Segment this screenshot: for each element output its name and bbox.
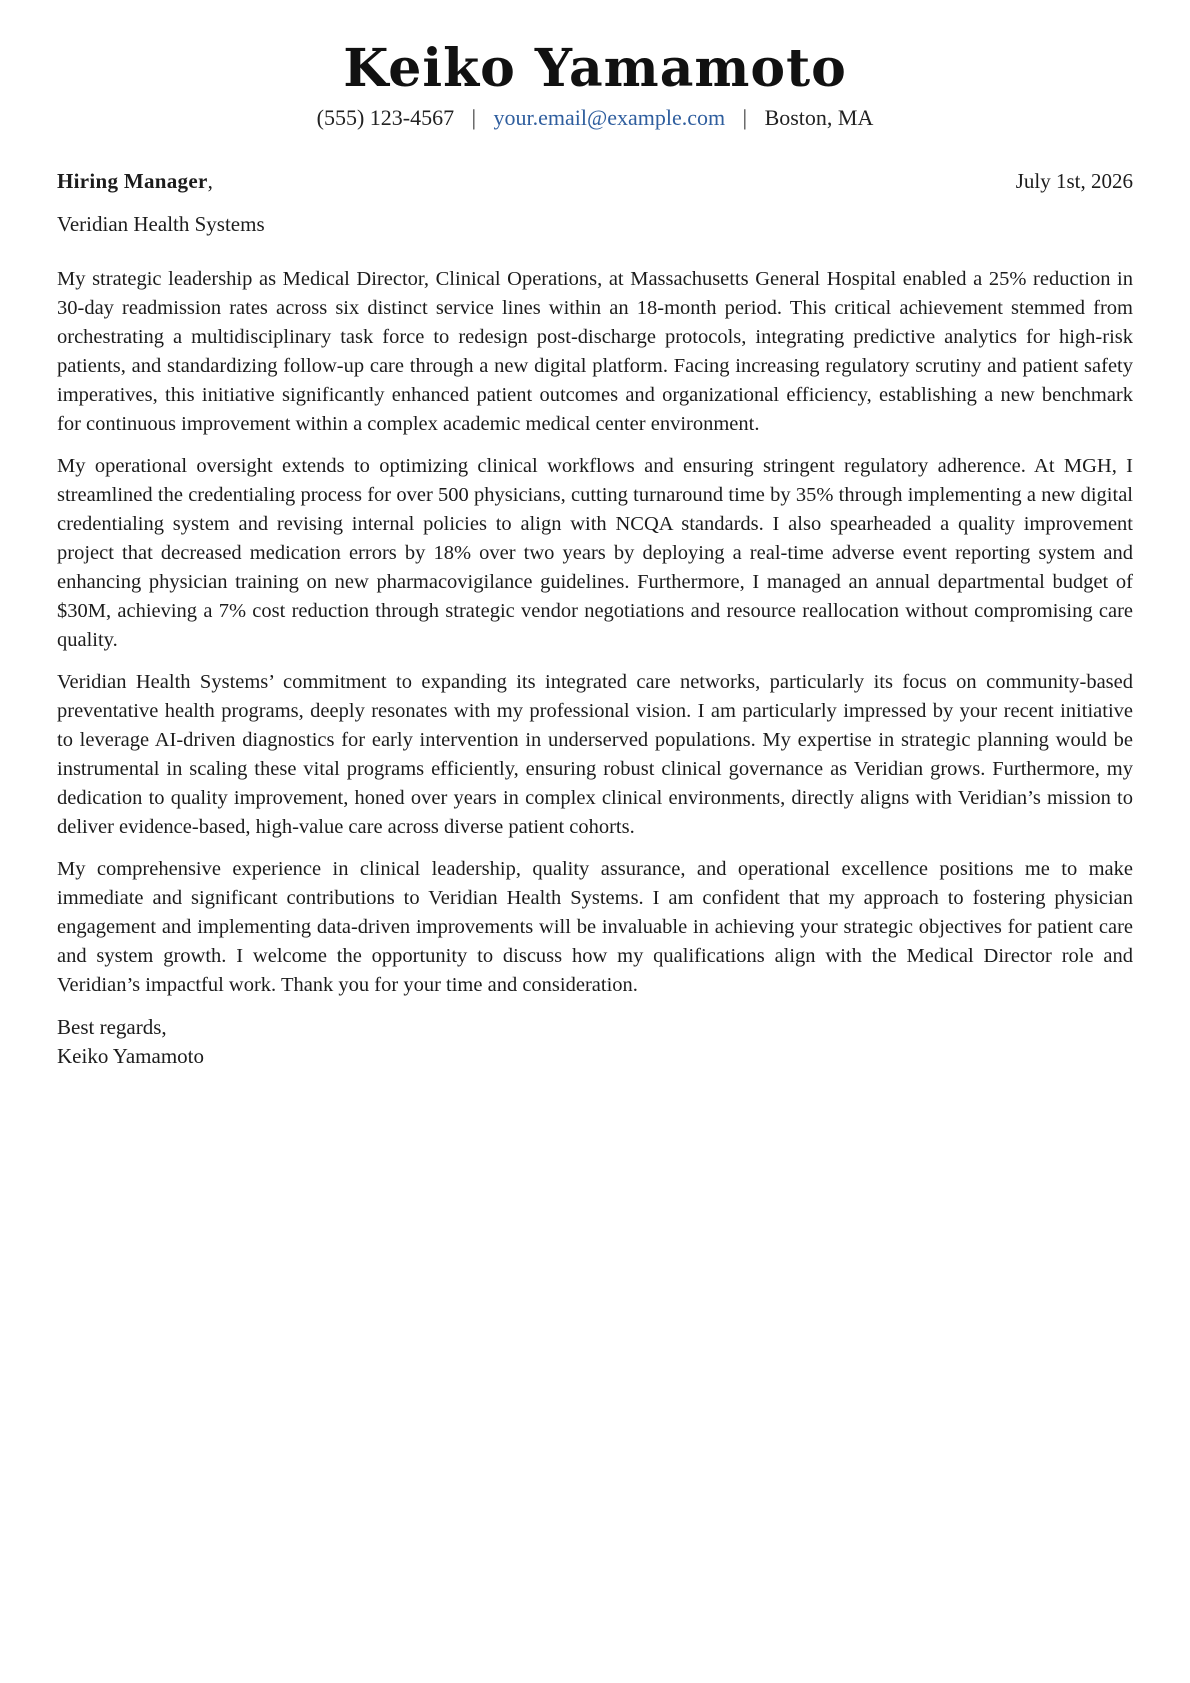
letter-closing [57, 1013, 1133, 1071]
contact-separator: | [742, 105, 748, 131]
letter-date: July 1st, 2026 [1015, 169, 1133, 194]
letter-body [57, 265, 1133, 1000]
location: Boston, MA [764, 105, 874, 131]
recipient-name: Hiring Manager [57, 169, 208, 194]
body-paragraph: My comprehensive experience in clinical leadership, quality assurance, and operational excellence positions me to make immediate and significant contributions to Veridian Health Systems. I am confident that my approach to fostering physician engagement and implementing data-driven improvements will be invaluable in achieving your strategic objectives for patient care and system growth. I welcome the opportunity to discuss how my qualifications align with the Medical Director role and Veridian’s impactful work. Thank you for your time and consideration. [57, 858, 1133, 997]
recipient-name-suffix: , [207, 169, 213, 194]
recipient-greeting [57, 169, 213, 194]
contact-line [57, 105, 1133, 131]
contact-separator: | [471, 105, 477, 131]
body-paragraph: My operational oversight extends to optimizing clinical workflows and ensuring stringent regulatory adherence. At MGH, I streamlined the credentialing process for over 500 physicians, cutting turnaround time by 35% through implementing a new digital credentialing system and revising internal policies to align with NCQA standards. I also spearheaded a quality improvement project that decreased medication errors by 18% over two years by deploying a real-time adverse event reporting system and enhancing physician training on new pharmacovigilance guidelines. Furthermore, I managed an annual departmental budget of $30M, achieving a 7% cost reduction through strategic vendor negotiations and resource reallocation without compromising care quality. [57, 455, 1133, 652]
recipient-row [57, 169, 1133, 194]
body-paragraph: My strategic leadership as Medical Director, Clinical Operations, at Massachusetts General Hospital enabled a 25% reduction in 30-day readmission rates across six distinct service lines within an 18-month period. This critical achievement stemmed from orchestrating a multidisciplinary task force to redesign post-discharge protocols, integrating predictive analytics for high-risk patients, and standardizing follow-up care through a new digital platform. Facing increasing regulatory scrutiny and patient safety imperatives, this initiative significantly enhanced patient outcomes and organizational efficiency, establishing a new benchmark for continuous improvement within a complex academic medical center environment. [57, 268, 1133, 436]
applicant-name: Keiko Yamamoto [343, 38, 847, 99]
closing-salutation: Best regards, [57, 1015, 167, 1040]
recipient-company: Veridian Health Systems [57, 212, 265, 237]
email-link[interactable]: your.email@example.com [493, 105, 726, 131]
phone-number: (555) 123-4567 [316, 105, 455, 131]
body-paragraph: Veridian Health Systems’ commitment to expanding its integrated care networks, particularly its focus on community-based preventative health programs, deeply resonates with my professional vision. I am particularly impressed by your recent initiative to leverage AI-driven diagnostics for early intervention in underserved populations. My expertise in strategic planning would be instrumental in scaling these vital programs efficiently, ensuring robust clinical governance as Veridian grows. Furthermore, my dedication to quality improvement, honed over years in complex clinical environments, directly aligns with Veridian’s mission to deliver evidence-based, high-value care across diverse patient cohorts. [57, 671, 1133, 839]
signature-name: Keiko Yamamoto [57, 1044, 204, 1069]
